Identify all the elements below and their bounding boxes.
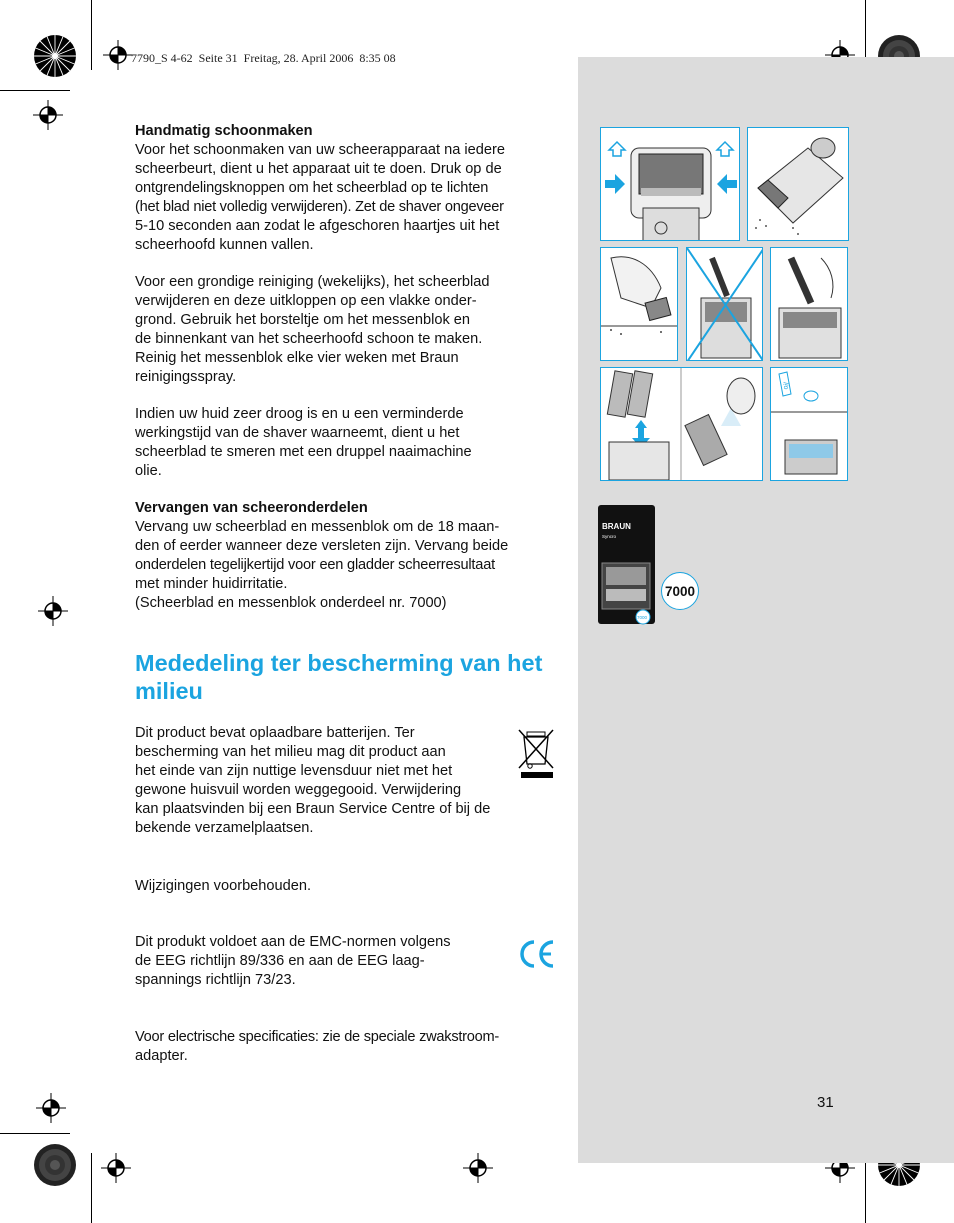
body-line: Voor een grondige reiniging (wekelijks), het scheerblad [135, 274, 490, 290]
figure-replace-parts [600, 367, 763, 481]
registration-target-icon [463, 1153, 493, 1183]
section-thorough-cleaning [135, 273, 560, 387]
body-line: ontgrendelingsknoppen om het scheerblad op te lichten [135, 180, 489, 196]
figure-shaver-on [747, 127, 849, 241]
body-line: onderdelen tegelijkertijd voor een gladder scheerresultaat [135, 557, 495, 573]
body-line: Dit produkt voldoet aan de EMC-normen volgens [135, 934, 451, 950]
replacement-pack-image [598, 505, 656, 630]
crop-mark [91, 1153, 92, 1223]
body-line: olie. [135, 463, 162, 479]
section-lubrication [135, 405, 560, 481]
crop-mark [865, 1153, 866, 1223]
body-line: scheerblad te smeren met een druppel naaimachine [135, 444, 472, 460]
body-line: de EEG richtlijn 89/336 en aan de EEG laag- [135, 953, 425, 969]
pack-sub-text: Syncro [602, 534, 617, 539]
pack-brand-text: BRAUN [602, 522, 631, 531]
figure-release-foil [600, 127, 740, 241]
body-line: grond. Gebruik het borsteltje om het messenblok en [135, 312, 471, 328]
figure-tap-foil [600, 247, 678, 361]
body-line: Indien uw huid zeer droog is en u een verminderde [135, 406, 464, 422]
figure-brush-cutter [770, 247, 848, 361]
page-number: 31 [817, 1094, 834, 1111]
body-line: reinigingsspray. [135, 369, 237, 385]
body-line: kan plaatsvinden bij een Braun Service Centre of bij de [135, 801, 491, 817]
body-line: de binnenkant van het scheerhoofd schoon te maken. [135, 331, 483, 347]
section-heading: Vervangen van scheeronderdelen [135, 500, 368, 516]
body-line: (Scheerblad en messenblok onderdeel nr. 7000) [135, 595, 447, 611]
print-header: 7790_S 4-62 Seite 31 Freitag, 28. April 2006 8:35 08 [131, 51, 396, 65]
crop-mark [0, 90, 70, 91]
crop-mark [91, 0, 92, 70]
body-line: scheerhoofd kunnen vallen. [135, 237, 314, 253]
registration-target-icon [103, 40, 133, 70]
crop-mark [0, 1133, 70, 1134]
color-star-target-icon [33, 1143, 77, 1187]
body-line: bescherming van het milieu mag dit product aan [135, 744, 446, 760]
body-line: scheerbeurt, dient u het apparaat uit te doen. Druk op de [135, 161, 502, 177]
body-line: het einde van zijn nuttige levensduur niet met het [135, 763, 453, 779]
pack-number-text: 7000 [637, 615, 648, 620]
crossed-bin-icon [517, 728, 555, 780]
body-line: den of eerder wanneer deze versleten zijn. Vervang beide [135, 538, 509, 554]
ce-mark-icon [516, 934, 556, 974]
section-emc [135, 933, 560, 990]
body-line: Voor electrische specificaties: zie de speciale zwakstroom- [135, 1029, 500, 1045]
body-line: bekende verzamelplaatsen. [135, 820, 314, 836]
section-electrical [135, 1028, 560, 1066]
body-line: Voor het schoonmaken van uw scheerapparaat na iedere [135, 142, 505, 158]
body-line: werkingstijd van de shaver waarneemt, dient u het [135, 425, 460, 441]
body-line: Dit product bevat oplaadbare batterijen. Ter [135, 725, 415, 741]
section-changes [135, 877, 560, 896]
registration-target-icon [38, 596, 68, 626]
part-number-badge: 7000 [661, 572, 699, 610]
body-line: 5-10 seconden aan zodat le afgeschoren haartjes uit het [135, 218, 500, 234]
body-line: Wijzigingen voorbehouden. [135, 878, 312, 894]
section-heading: Handmatig schoonmaken [135, 123, 313, 139]
body-line: gewone huisvuil worden weggegooid. Verwijdering [135, 782, 462, 798]
figure-oil-foil [770, 367, 848, 481]
body-line: (het blad niet volledig verwijderen). Zet de shaver ongeveer [135, 199, 504, 215]
section-manual-cleaning [135, 122, 560, 255]
figure-do-not-brush-foil [686, 247, 763, 361]
body-line: spannings richtlijn 73/23. [135, 972, 296, 988]
section-environment [135, 724, 560, 838]
registration-target-icon [33, 100, 63, 130]
section-replacement [135, 499, 560, 613]
body-line: verwijderen en deze uitkloppen op een vlakke onder- [135, 293, 477, 309]
oil-label: oil [782, 381, 791, 391]
body-line: met minder huidirritatie. [135, 576, 288, 592]
body-line: Vervang uw scheerblad en messenblok om de 18 maan- [135, 519, 500, 535]
body-line: adapter. [135, 1048, 188, 1064]
body-line: Reinig het messenblok elke vier weken met Braun [135, 350, 459, 366]
color-star-target-icon [33, 34, 77, 78]
registration-target-icon [101, 1153, 131, 1183]
registration-target-icon [36, 1093, 66, 1123]
page-title: Mededeling ter bescherming van het milieu [135, 650, 543, 704]
